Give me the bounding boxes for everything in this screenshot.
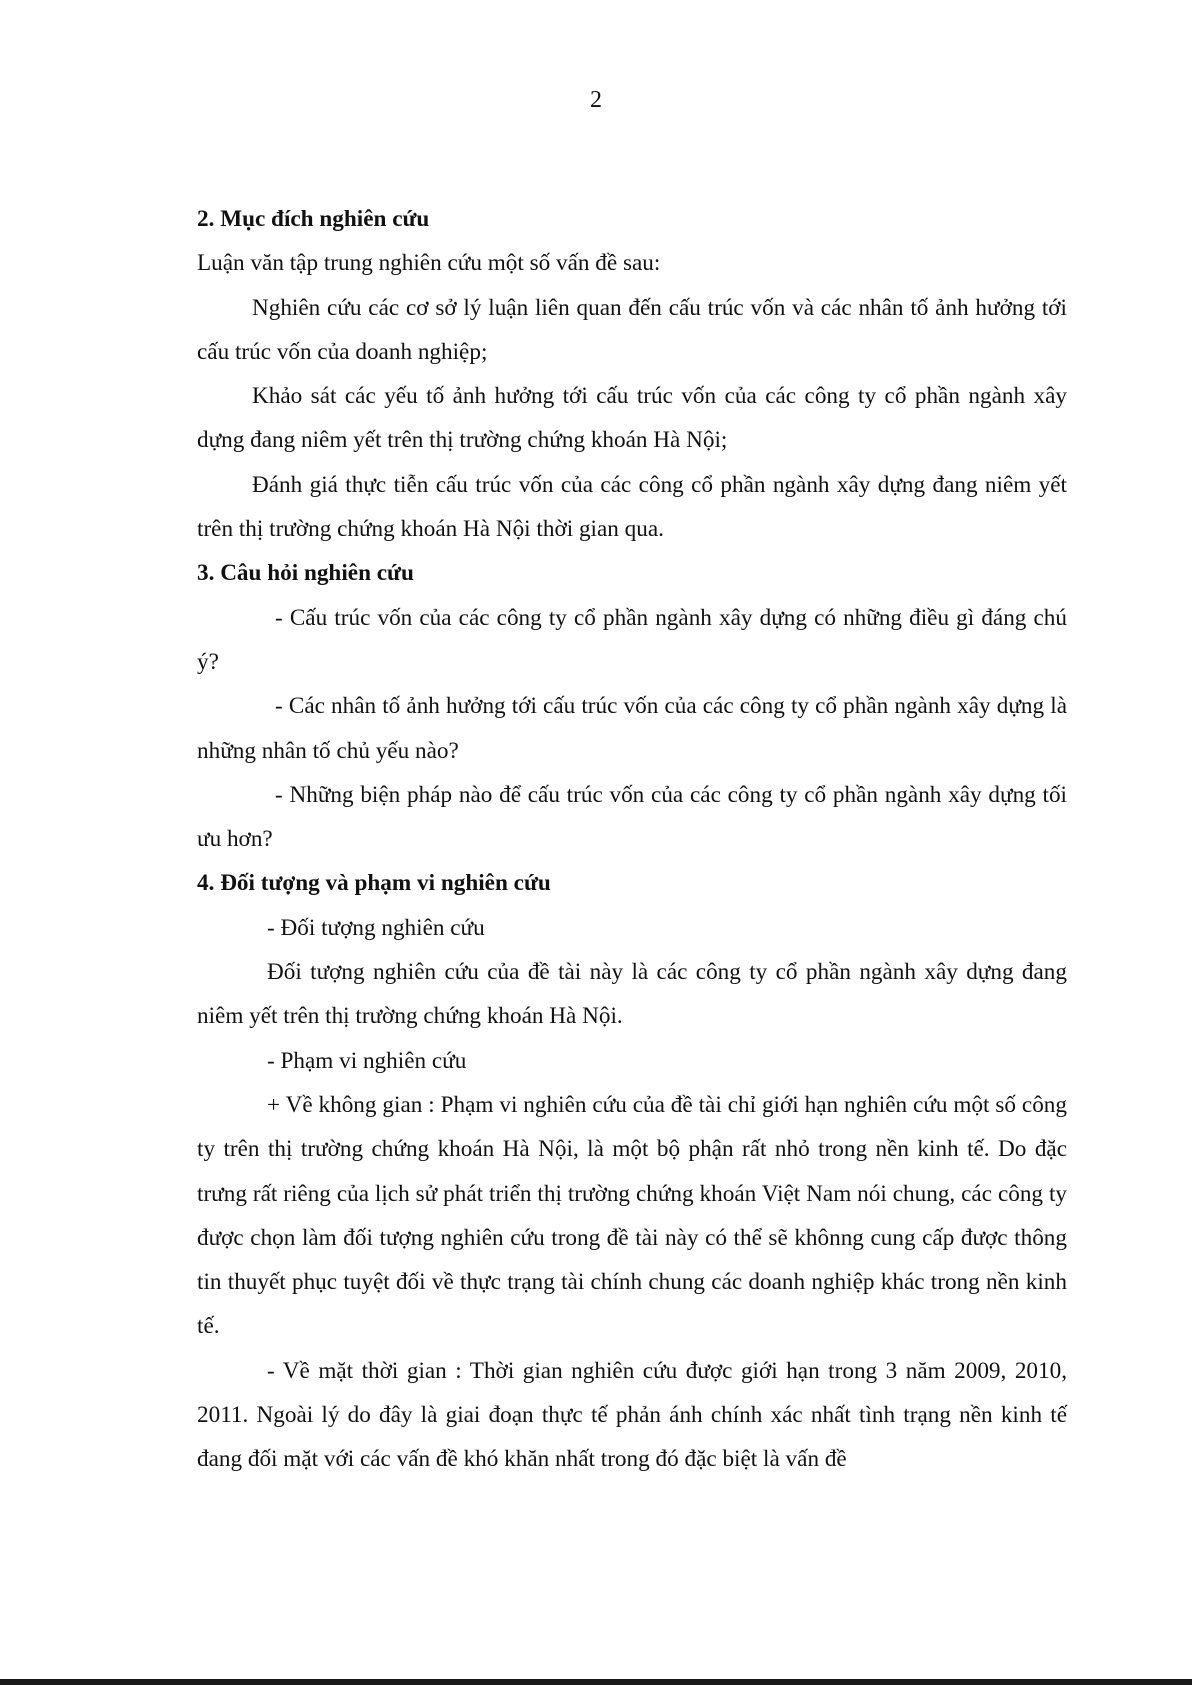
section-4-heading: 4. Đối tượng và phạm vi nghiên cứu	[197, 870, 551, 897]
research-question: - Cấu trúc vốn của các công ty cổ phần ngành xây dựng có những điều gì đáng chú ý?	[197, 604, 1067, 675]
section-2-item: Đánh giá thực tiễn cấu trúc vốn của các công cổ phần ngành xây dựng đang niêm yết trên thị trường chứng khoán Hà Nội thời gian qua.	[197, 471, 1067, 543]
subject-label: - Đối tượng nghiên cứu	[267, 914, 485, 941]
page-bottom-edge	[0, 1679, 1192, 1685]
page-number: 2	[590, 87, 602, 113]
subject-text: Đối tượng nghiên cứu của đề tài này là các công ty cổ phần ngành xây dựng đang niêm yết trên thị trường chứng khoán Hà Nội.	[197, 959, 1067, 1030]
section-2-item: Khảo sát các yếu tố ảnh hưởng tới cấu trúc vốn của các công ty cổ phần ngành xây dựng đang niêm yết trên thị trường chứng khoán Hà Nội;	[197, 383, 1067, 454]
scope-space-text: + Về không gian : Phạm vi nghiên cứu của đề tài chỉ giới hạn nghiên cứu một số công ty trên thị trường chứng khoán Hà Nội, là một bộ phận rất nhỏ trong nền kinh tế. Do đặc trưng rất riêng của lịch sử phát triển thị trường chứng khoán Việt Nam nói chung, các công ty được chọn làm đối tượng nghiên cứu trong đề tài này có thể sẽ khônng cung cấp được thông tin thuyết phục tuyệt đối về thực trạng tài chính chung các doanh nghiệp khác trong nền kinh tế.	[197, 1091, 1067, 1340]
section-2-heading: 2. Mục đích nghiên cứu	[197, 206, 430, 232]
research-question: - Những biện pháp nào để cấu trúc vốn của các công ty cổ phần ngành xây dựng tối ưu hơn?	[197, 781, 1067, 853]
section-2-item: Nghiên cứu các cơ sở lý luận liên quan đến cấu trúc vốn và các nhân tố ảnh hưởng tới cấu trúc vốn của doanh nghiệp;	[197, 294, 1067, 365]
section-2-intro: Luận văn tập trung nghiên cứu một số vấn đề sau:	[197, 250, 661, 277]
scope-label: - Phạm vi nghiên cứu	[267, 1047, 467, 1074]
section-3-heading: 3. Câu hỏi nghiên cứu	[197, 560, 414, 587]
research-question: - Các nhân tố ảnh hưởng tới cấu trúc vốn của các công ty cổ phần ngành xây dựng là những nhân tố chủ yếu nào?	[197, 693, 1067, 764]
document-body	[197, 197, 1067, 1482]
scope-time-text: - Về mặt thời gian : Thời gian nghiên cứu được giới hạn trong 3 năm 2009, 2010, 2011. Ngoài lý do đây là giai đoạn thực tế phản ánh chính xác nhất tình trạng nền kinh tế đang đối mặt với các vấn đề khó khăn nhất trong đó đặc biệt là vấn đề	[197, 1357, 1067, 1473]
